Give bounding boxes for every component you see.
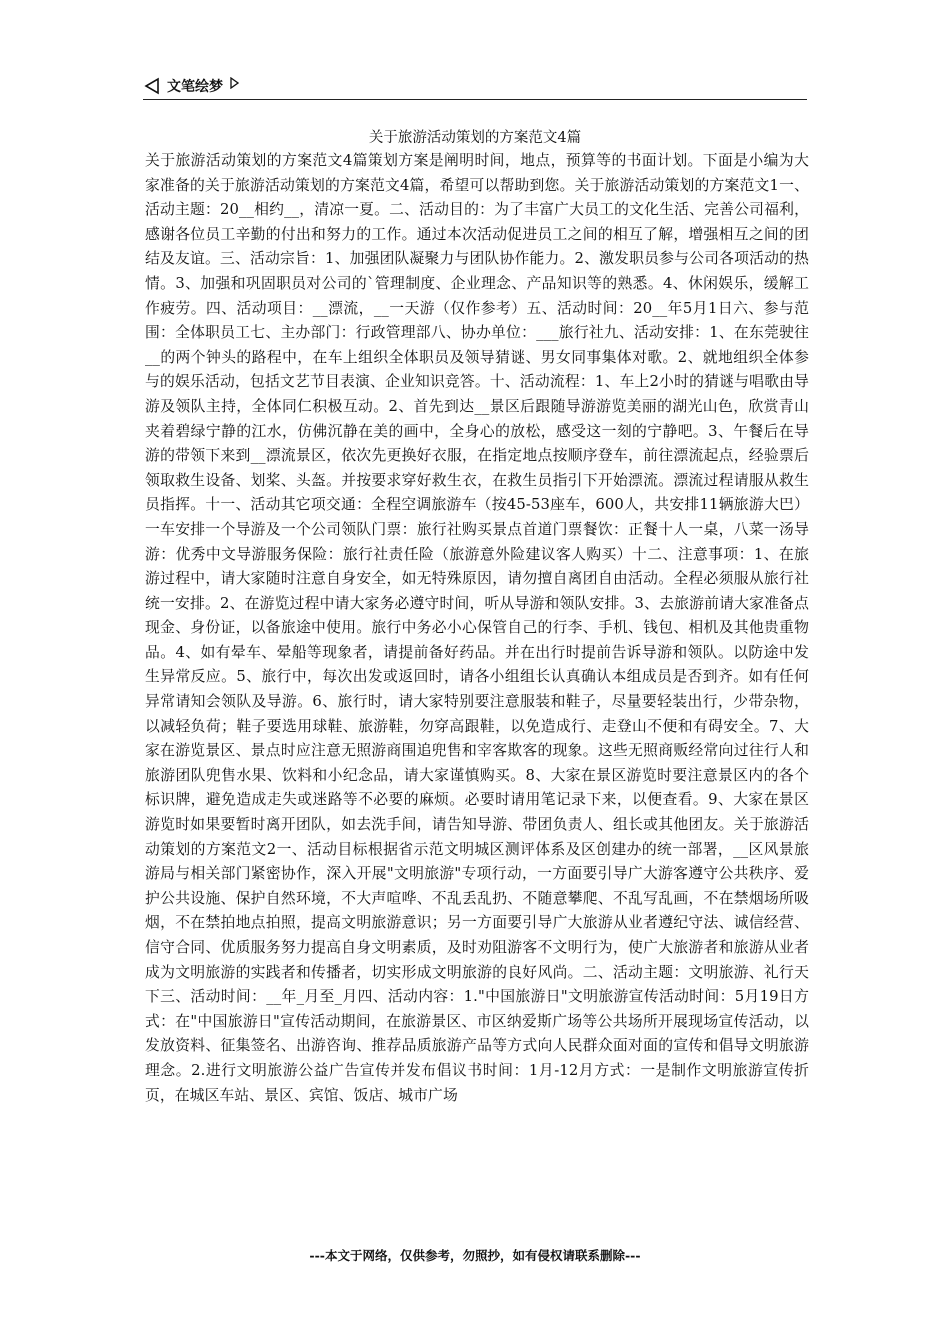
header-brand: 文笔绘梦	[167, 79, 223, 95]
triangle-right-outline-icon	[229, 77, 239, 89]
footer-notice: ---本文于网络，仅供参考，勿照抄，如有侵权请联系删除---	[309, 1248, 641, 1263]
document-title: 关于旅游活动策划的方案范文4篇	[368, 130, 582, 146]
triangle-left-outline-icon	[143, 77, 161, 95]
document-body: 关于旅游活动策划的方案范文4篇策划方案是阐明时间，地点，预算等的书面计划。下面是小编为大家准备的关于旅游活动策划的方案范文4篇，希望可以帮助到您。关于旅游活动策划的方案范文1一、活动主题：20__相约__，清凉一夏。二、活动目的：为了丰富广大员工的文化生活、完善公司福利，感谢各位员工辛勤的付出和努力的工作。通过本次活动促进员工之间的相互了解，增强相互之间的团结及友谊。三、活动宗旨：1、加强团队凝聚力与团队协作能力。2、激发职员参与公司各项活动的热情。3、加强和巩固职员对公司的`管理制度、企业理念、产品知识等的熟悉。4、休闲娱乐，缓解工作疲劳。四、活动项目：__漂流，__一天游（仅作参考）五、活动时间：20__年5月1日六、参与范围：全体职员工七、主办部门：行政管理部八、协办单位：___旅行社九、活动安排：1、在东莞驶往__的两个钟头的路程中，在车上组织全体职员及领导猜谜、男女同事集体对歌。2、就地组织全体参与的娱乐活动，包括文艺节目表演、企业知识竞答。十、活动流程：1、车上2小时的猜谜与唱歌由导游及领队主持，全体同仁积极互动。2、首先到达__景区后跟随导游游览美丽的湖光山色，欣赏青山夹着碧绿宁静的江水，仿佛沉静在美的画中，全身心的放松，感受这一刻的宁静吧。3、午餐后在导游的带领下来到__漂流景区，依次先更换好衣服，在指定地点按顺序登车，前往漂流起点，经验票后领取救生设备、划桨、头盔。并按要求穿好救生衣，在救生员指引下开始漂流。漂流过程请服从救生员指挥。十一、活动其它项交通：全程空调旅游车（按45-53座车，600人，共安排11辆旅游大巴）一车安排一个导游及一个公司领队门票：旅行社购买景点首道门票餐饮：正餐十人一桌，八菜一汤导游：优秀中文导游服务保险：旅行社责任险（旅游意外险建议客人购买）十二、注意事项：1、在旅游过程中，请大家随时注意自身安全，如无特殊原因，请勿擅自离团自由活动。全程必须服从旅行社统一安排。2、在游览过程中请大家务必遵守时间，听从导游和领队安排。3、去旅游前请大家准备点现金、身份证，以备旅途中使用。旅行中务必小心保管自己的行李、手机、钱包、相机及其他贵重物品。4、如有晕车、晕船等现象者，请提前备好药品。并在出行时提前告诉导游和领队。以防途中发生异常反应。5、旅行中，每次出发或返回时，请各小组组长认真确认本组成员是否到齐。如有任何异常请知会领队及导游。6、旅行时，请大家特别要注意服装和鞋子，尽量要轻装出行，少带杂物，以减轻负荷；鞋子要选用球鞋、旅游鞋，勿穿高跟鞋，以免造成行、走登山不便和有碍安全。7、大家在游览景区、景点时应注意无照游商围追兜售和宰客欺客的现象。这些无照商贩经常向过往行人和旅游团队兜售水果、饮料和小纪念品，请大家谨慎购买。8、大家在景区游览时要注意景区内的各个标识牌，避免造成走失或迷路等不必要的麻烦。必要时请用笔记录下来，以便查看。9、大家在景区游览时如果要暂时离开团队，如去洗手间，请告知导游、带团负责人、组长或其他团友。关于旅游活动策划的方案范文2一、活动目标根据省示范文明城区测评体系及区创建办的统一部署，__区风景旅游局与相关部门紧密协作，深入开展"文明旅游"专项行动，一方面要引导广大游客遵守公共秩序、爱护公共设施、保护自然环境，不大声喧哗、不乱丢乱扔、不随意攀爬、不乱写乱画，不在禁烟场所吸烟，不在禁拍地点拍照，提高文明旅游意识；另一方面要引导广大旅游从业者遵纪守法、诚信经营、信守合同、优质服务努力提高自身文明素质，及时劝阻游客不文明行为，使广大旅游者和旅游从业者成为文明旅游的实践者和传播者，切实形成文明旅游的良好风尚。二、活动主题：文明旅游、礼行天下三、活动时间：__年_月至_月四、活动内容：1."中国旅游日"文明旅游宣传活动时间：5月19日方式：在"中国旅游日"宣传活动期间，在旅游景区、市区纳爱斯广场等公共场所开展现场宣传活动，以发放资料、征集签名、出游咨询、推荐品质旅游产品等方式向人民群众面对面的宣传和倡导文明旅游理念。2.进行文明旅游公益广告宣传并发布倡议书时间：1月-12月方式：一是制作文明旅游宣传折页，在城区车站、景区、宾馆、饭店、城市广场	[145, 152, 809, 1104]
header-divider	[143, 99, 807, 100]
page-header	[143, 74, 807, 98]
